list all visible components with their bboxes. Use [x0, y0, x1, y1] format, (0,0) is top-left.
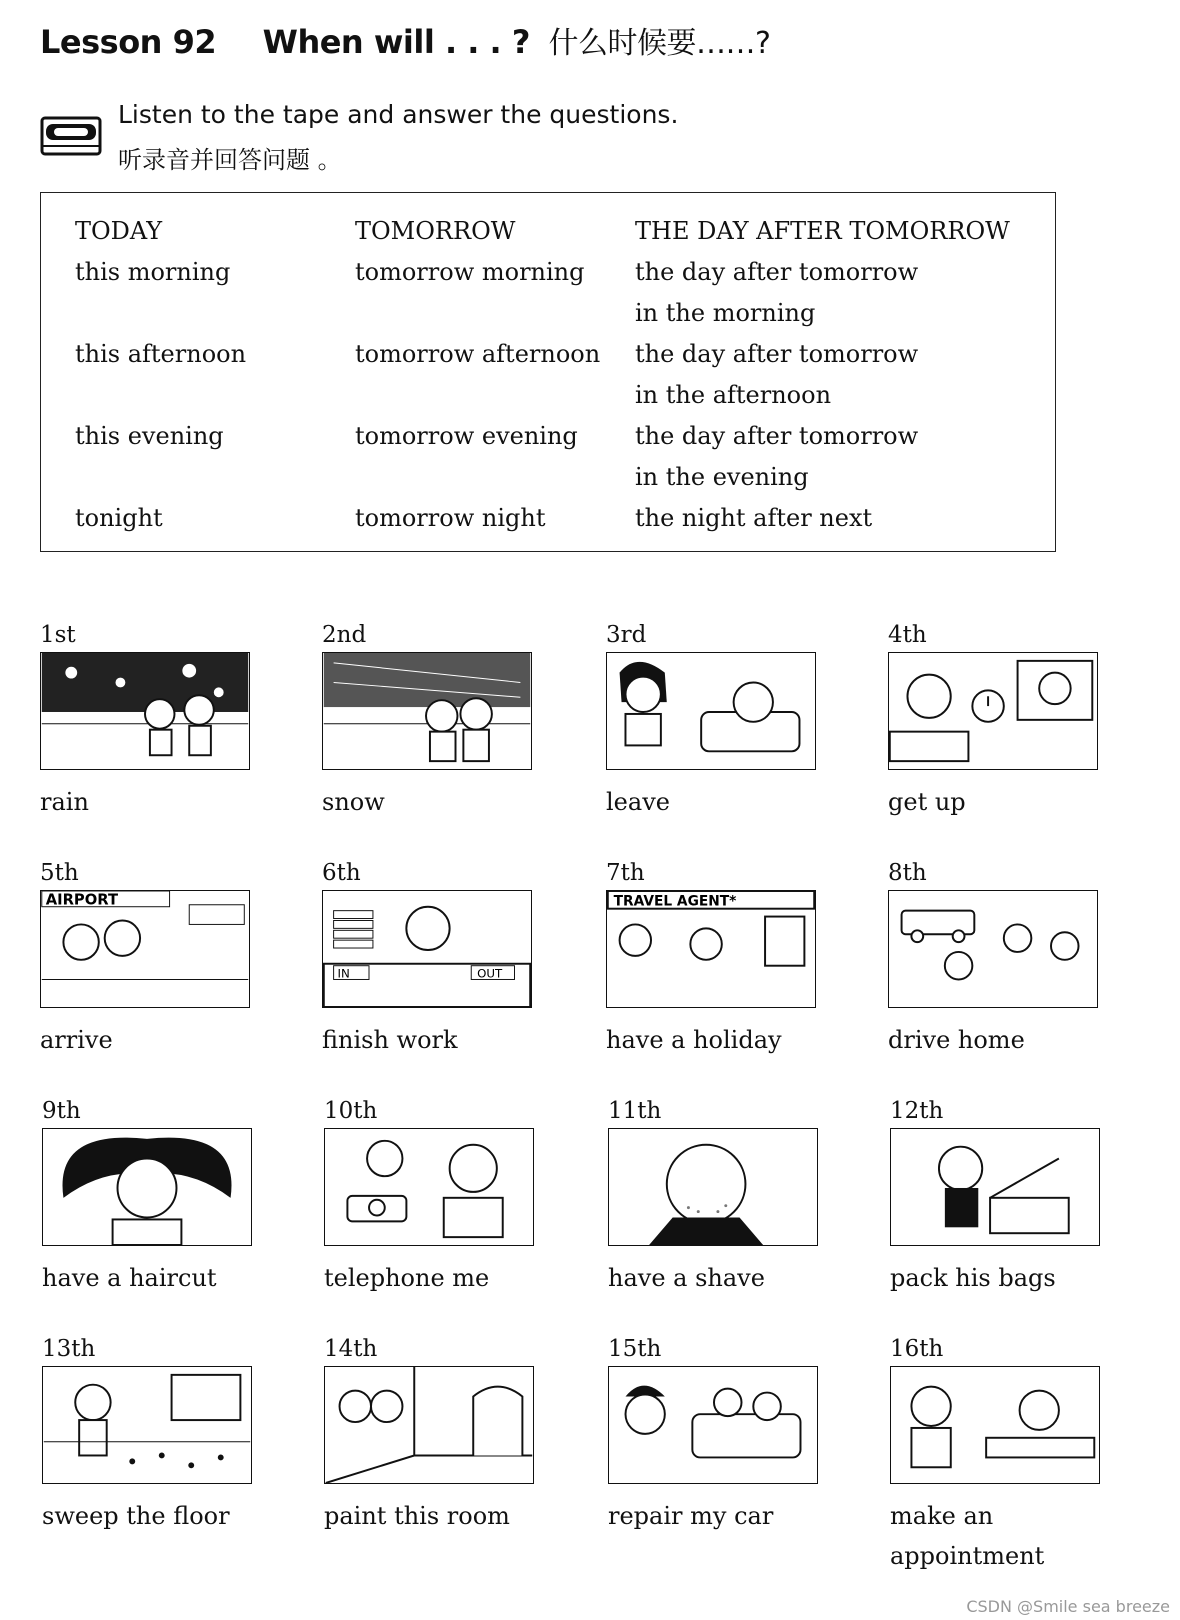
in-tray-label: IN	[337, 966, 350, 981]
instruction-chinese: 听录音并回答问题 。	[118, 146, 342, 174]
table-cell: the night after next	[635, 504, 873, 532]
alarm-clock-sun-icon	[888, 652, 1098, 770]
picture-card	[608, 1098, 838, 1298]
picture-card	[606, 860, 836, 1060]
picture-card	[40, 622, 270, 822]
day-ordinal: 2nd	[322, 622, 367, 648]
column-header: TODAY	[75, 217, 163, 245]
picture-card	[322, 622, 552, 822]
table-cell: tomorrow afternoon	[355, 340, 601, 368]
table-cell: the day after tomorrow	[635, 340, 919, 368]
day-ordinal: 16th	[890, 1336, 944, 1362]
time-expressions-table	[40, 192, 1056, 552]
day-ordinal: 12th	[890, 1098, 944, 1124]
cassette-tape-icon	[40, 114, 102, 158]
table-cell: in the morning	[635, 299, 816, 327]
lesson-title-english: When will . . . ?	[262, 23, 530, 61]
table-cell: tomorrow evening	[355, 422, 578, 450]
picture-card	[888, 860, 1118, 1060]
picture-card	[324, 1336, 554, 1536]
instruction-english: Listen to the tape and answer the questions.	[118, 100, 679, 129]
watermark: CSDN @Smile sea breeze	[966, 1597, 1170, 1616]
day-ordinal: 3rd	[606, 622, 647, 648]
activity-caption: drive home	[888, 1026, 1025, 1054]
day-ordinal: 14th	[324, 1336, 378, 1362]
picture-card	[890, 1098, 1120, 1298]
day-ordinal: 5th	[40, 860, 79, 886]
picture-card	[606, 622, 836, 822]
airport-sign: AIRPORT	[45, 891, 119, 909]
column-header: TOMORROW	[355, 217, 516, 245]
day-ordinal: 4th	[888, 622, 927, 648]
activity-caption: paint this room	[324, 1502, 510, 1530]
table-cell: in the afternoon	[635, 381, 832, 409]
table-cell: tomorrow night	[355, 504, 546, 532]
activity-caption: snow	[322, 788, 385, 816]
snow-cloud-icon	[322, 652, 532, 770]
desk-papers-icon	[322, 890, 532, 1008]
activity-caption: arrive	[40, 1026, 113, 1054]
activity-caption: have a shave	[608, 1264, 765, 1292]
airport-couple-icon	[40, 890, 250, 1008]
long-hair-boy-icon	[42, 1128, 252, 1246]
picture-card	[42, 1336, 272, 1536]
activity-caption: have a holiday	[606, 1026, 782, 1054]
table-cell: this afternoon	[75, 340, 247, 368]
suitcase-icon	[890, 1128, 1100, 1246]
day-ordinal: 11th	[608, 1098, 662, 1124]
activity-caption: telephone me	[324, 1264, 490, 1292]
activity-caption: rain	[40, 788, 89, 816]
picture-card	[324, 1098, 554, 1298]
activity-caption: sweep the floor	[42, 1502, 230, 1530]
table-cell: the day after tomorrow	[635, 422, 919, 450]
picture-card	[890, 1336, 1120, 1576]
day-ordinal: 7th	[606, 860, 645, 886]
column-header: THE DAY AFTER TOMORROW	[635, 217, 1010, 245]
rain-cloud-icon	[40, 652, 250, 770]
travel-agent-icon	[606, 890, 816, 1008]
table-cell: in the evening	[635, 463, 809, 491]
woman-and-man-icon	[606, 652, 816, 770]
column-tomorrow	[355, 211, 600, 539]
activity-caption: pack his bags	[890, 1264, 1056, 1292]
table-cell: this morning	[75, 258, 231, 286]
picture-card	[608, 1336, 838, 1536]
activity-caption: have a haircut	[42, 1264, 217, 1292]
table-cell: the day after tomorrow	[635, 258, 919, 286]
picture-card	[888, 622, 1118, 822]
day-ordinal: 6th	[322, 860, 361, 886]
day-ordinal: 9th	[42, 1098, 81, 1124]
activity-caption: make an appointment	[890, 1502, 1045, 1570]
day-ordinal: 15th	[608, 1336, 662, 1362]
activity-caption: finish work	[322, 1026, 458, 1054]
picture-card	[42, 1098, 272, 1298]
car-repair-icon	[608, 1366, 818, 1484]
table-cell: tonight	[75, 504, 163, 532]
column-today	[75, 211, 246, 539]
table-cell: this evening	[75, 422, 224, 450]
column-day-after	[635, 211, 1010, 539]
picture-card	[40, 860, 270, 1060]
day-ordinal: 1st	[40, 622, 76, 648]
car-picnic-icon	[888, 890, 1098, 1008]
empty-room-icon	[324, 1366, 534, 1484]
activity-caption: repair my car	[608, 1502, 774, 1530]
lesson-title-chinese: 什么时候要……?	[548, 26, 771, 61]
picture-card	[322, 860, 552, 1060]
messy-floor-icon	[42, 1366, 252, 1484]
receptionist-desk-icon	[890, 1366, 1100, 1484]
day-ordinal: 8th	[888, 860, 927, 886]
day-ordinal: 10th	[324, 1098, 378, 1124]
day-ordinal: 13th	[42, 1336, 96, 1362]
lesson-number: Lesson 92	[40, 23, 217, 61]
lesson-title	[40, 18, 770, 62]
activity-caption: leave	[606, 788, 670, 816]
out-tray-label: OUT	[477, 966, 503, 981]
table-cell: tomorrow morning	[355, 258, 585, 286]
telephone-icon	[324, 1128, 534, 1246]
activity-caption: get up	[888, 788, 966, 816]
stubble-man-icon	[608, 1128, 818, 1246]
travel-agent-sign: TRAVEL AGENT*	[613, 893, 737, 910]
